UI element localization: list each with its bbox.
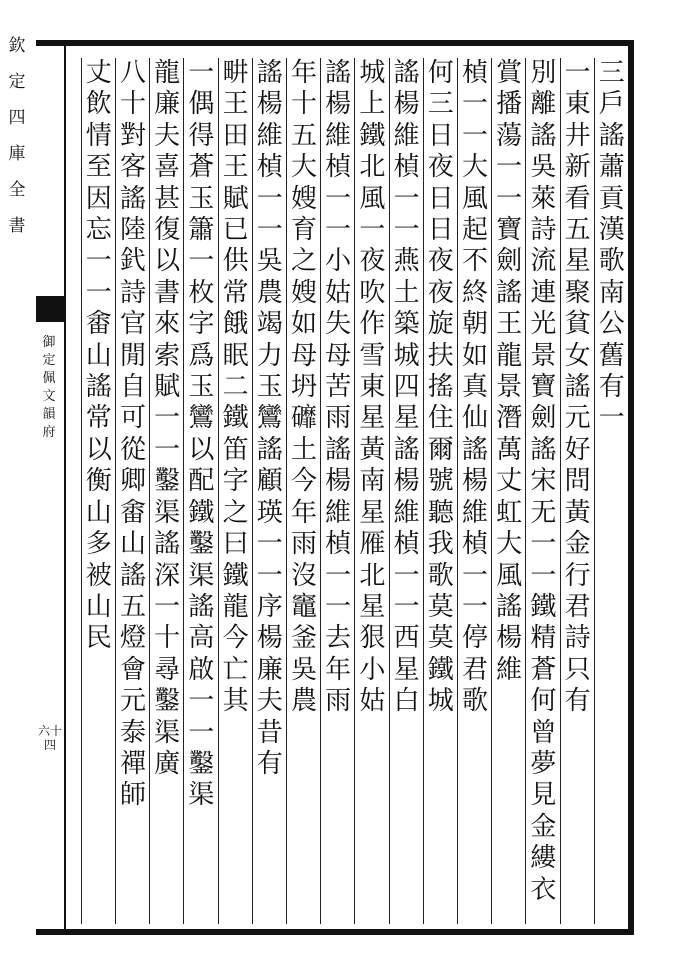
column-text: 年 十 五 大 嫂 育 之 嫂 如 母 坍 䃺 土 今 年 雨 沒 竈 釜 吳 農 [290, 58, 317, 717]
text-column [81, 58, 115, 924]
text-column [423, 58, 457, 924]
column-text: 畊 王 田 王 賦 已 供 常 餓 眠 二 鐵 笛 字 之 曰 鐵 龍 今 亡 其 [222, 58, 249, 717]
column-text: 謠 楊 維 楨 一 一 燕 土 築 城 四 星 謠 楊 維 楨 一 一 西 星 白 [393, 58, 420, 717]
column-text: 謠 楊 維 楨 一 一 小 姑 失 母 苦 雨 謠 楊 維 楨 一 一 去 年 雨 [325, 58, 352, 717]
column-text: 一 偶 得 蒼 玉 簫 一 枚 字 爲 玉 鸞 以 配 鐵 鑿 渠 謠 高 啟 一 一 鑿 渠 [188, 58, 215, 811]
column-text: 別 離 謠 吳 萊 詩 流 連 光 景 寶 劍 謠 宋 无 一 一 鐵 精 蒼 何 曾 夢 見 金 縷 衣 [530, 58, 557, 905]
column-text: 龍 廉 夫 喜 甚 復 以 書 來 索 賦 一 一 鑿 渠 謠 深 一 十 尋 鑿 渠 廣 [154, 58, 181, 779]
column-text: 一 東 井 新 看 五 星 聚 貧 女 謠 元 好 問 黃 金 行 君 詩 只 有 [564, 58, 591, 717]
text-column [149, 58, 183, 924]
fish-tail-mark [36, 296, 66, 322]
margin-book-title: 御定佩文韻府 [42, 335, 56, 440]
text-column [320, 58, 354, 924]
text-column [354, 58, 388, 924]
column-text: 謠 楊 維 楨 一 一 吳 農 竭 力 玉 鸞 謠 顧 瑛 一 一 序 楊 廉 夫 昔 有 [256, 58, 283, 779]
text-column [525, 58, 559, 924]
text-column [491, 58, 525, 924]
column-text: 三 戶 謠 蕭 貢 漢 歌 南 公 舊 有 一 [598, 58, 625, 434]
column-text: 楨 一 一 大 風 起 不 終 朝 如 真 仙 謠 楊 維 楨 一 一 停 君 歌 [461, 58, 488, 717]
text-column [594, 58, 628, 924]
text-column [389, 58, 423, 924]
text-column [457, 58, 491, 924]
text-column [183, 58, 217, 924]
column-text: 丈 飲 情 至 因 忘 一 一 畬 山 謠 常 以 衡 山 多 被 山 民 [85, 58, 112, 654]
text-column [286, 58, 320, 924]
text-column [560, 58, 594, 924]
margin-column [36, 46, 66, 929]
text-column [218, 58, 252, 924]
text-column [252, 58, 286, 924]
column-text: 八 十 對 客 謠 陸 釴 詩 官 閒 自 可 從 卿 畬 山 謠 五 燈 會 元 泰 禪 師 [119, 58, 146, 811]
text-column [115, 58, 149, 924]
margin-title: 欽定四庫全書 [8, 36, 26, 236]
page-number: 六十四 [37, 724, 62, 752]
column-text: 城 上 鐵 北 風 一 夜 吹 作 雪 東 星 黃 南 星 雁 北 星 狠 小 姑 [359, 58, 386, 717]
column-text: 賞 播 蕩 一 一 寶 劍 謠 王 龍 景 潛 萬 丈 虹 大 風 謠 楊 維 [496, 58, 523, 685]
column-text: 何 三 日 夜 日 日 夜 夜 旋 扶 搖 住 爾 號 聽 我 歌 莫 莫 鐵 城 [427, 58, 454, 717]
